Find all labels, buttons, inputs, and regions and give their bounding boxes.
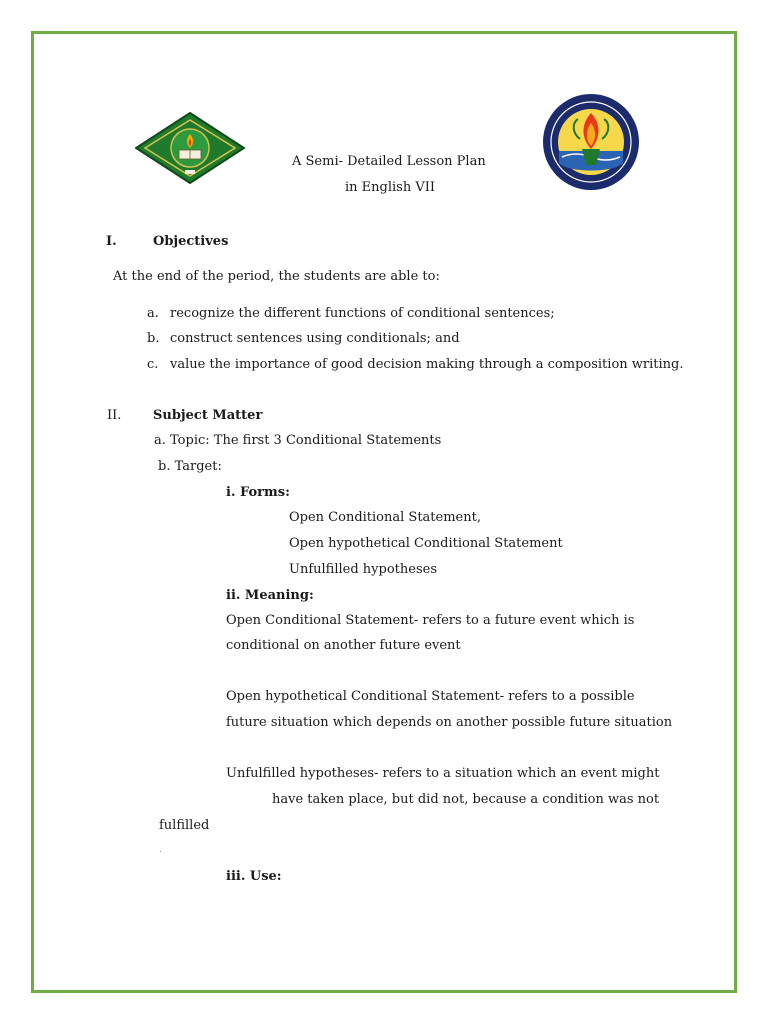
objective-item: recognize the different functions of conditional sentences; (170, 306, 555, 321)
forms-heading: i. Forms: (226, 485, 290, 500)
target-line: b. Target: (158, 459, 222, 474)
objective-item: value the importance of good decision making through a composition writing. (170, 357, 684, 372)
lesson-plan-subtitle: in English VII (345, 180, 435, 195)
use-heading: iii. Use: (226, 869, 282, 884)
objective-marker: a. (147, 306, 159, 321)
objective-marker: c. (147, 357, 159, 372)
subject-matter-numeral: II. (107, 408, 122, 423)
subject-matter-heading: Subject Matter (153, 408, 263, 423)
meaning-text: conditional on another future event (226, 638, 461, 653)
topic-line: a. Topic: The first 3 Conditional Statements (154, 433, 442, 448)
form-item: Unfulfilled hypotheses (289, 562, 437, 577)
lesson-plan-title: A Semi- Detailed Lesson Plan (292, 154, 486, 169)
meaning-text: Open Conditional Statement- refers to a future event which is (226, 613, 635, 628)
form-item: Open Conditional Statement, (289, 510, 481, 525)
form-item: Open hypothetical Conditional Statement (289, 536, 563, 551)
meaning-text: Open hypothetical Conditional Statement- refers to a possible (226, 689, 635, 704)
objective-item: construct sentences using conditionals; and (170, 331, 460, 346)
university-seal-icon (135, 112, 245, 184)
meaning-text: future situation which depends on another possible future situation (226, 715, 673, 730)
meaning-text: Unfulfilled hypotheses- refers to a situation which an event might (226, 766, 660, 781)
objectives-numeral: I. (106, 234, 117, 249)
objectives-intro: At the end of the period, the students are able to: (113, 269, 440, 284)
objectives-heading: Objectives (153, 234, 229, 249)
meaning-text: have taken place, but did not, because a condition was not (272, 792, 660, 807)
meaning-text: fulfilled (159, 818, 210, 833)
meaning-heading: ii. Meaning: (226, 588, 314, 603)
objective-marker: b. (147, 331, 160, 346)
stray-dot: . (159, 845, 162, 855)
teacher-education-society-seal-icon (542, 93, 640, 191)
